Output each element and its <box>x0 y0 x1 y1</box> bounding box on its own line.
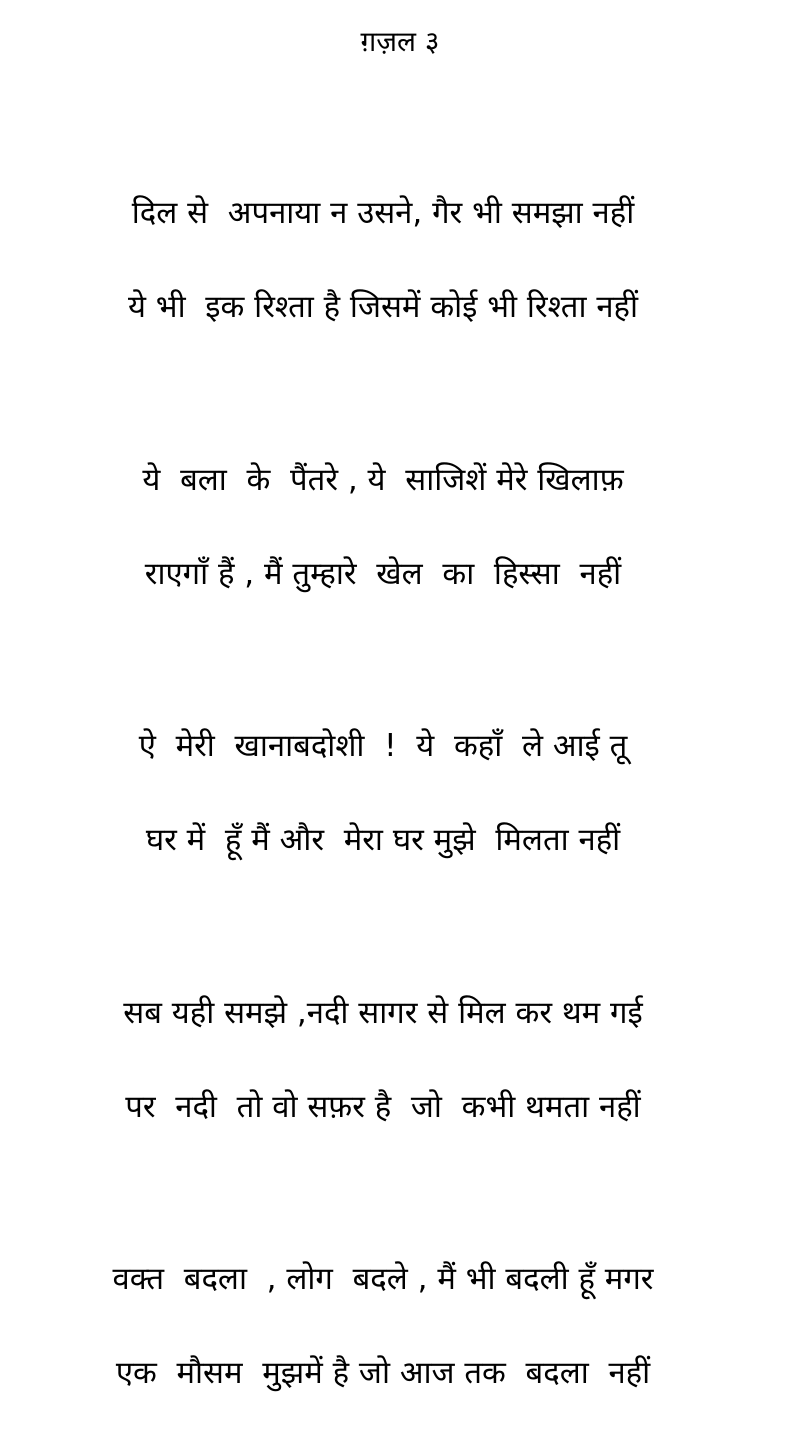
couplet-1-line-2: ये भी इक रिश्ता है जिसमें कोई भी रिश्ता नहीं <box>127 289 639 325</box>
couplet-3-line-1: ऐ मेरी खानाबदोशी ! ये कहाँ ले आई तू <box>138 728 628 764</box>
couplet-2-line-2: राएगाँ हैं , मैं तुम्हारे खेल का हिस्सा नहीं <box>144 556 622 592</box>
couplet-4-line-1: सब यही समझे ,नदी सागर से मिल कर थम गई <box>123 995 643 1031</box>
couplet-1-line-1: दिल से अपनाया न उसने, गैर भी समझा नहीं <box>131 195 635 231</box>
couplet-4-line-2: पर नदी तो वो सफ़र है जो कभी थमता नहीं <box>125 1089 641 1125</box>
couplet-5-line-1: वक्त बदला , लोग बदले , मैं भी बदली हूँ मगर <box>112 1261 654 1297</box>
couplet-2-line-1: ये बला के पैंतरे , ये साजिशें मेरे खिलाफ़ <box>142 462 624 498</box>
couplet-3-line-2: घर में हूँ मैं और मेरा घर मुझे मिलता नहीं <box>145 822 621 858</box>
couplet-5-line-2: एक मौसम मुझमें है जो आज तक बदला नहीं <box>115 1355 651 1391</box>
page-title: ग़ज़ल ३ <box>360 25 440 58</box>
